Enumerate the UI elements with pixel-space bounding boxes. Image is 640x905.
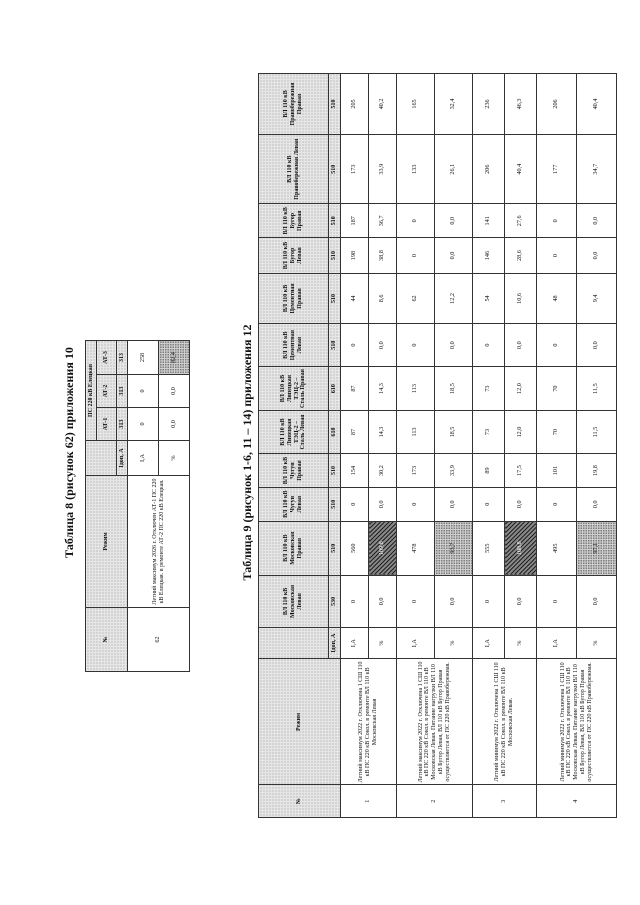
- t9-ia-label: I,А: [473, 627, 505, 658]
- t8-row-num: 62: [128, 608, 190, 672]
- t8-header-unit: Iдоп, А: [117, 441, 128, 476]
- t9-pct-value: 0,0: [435, 323, 473, 366]
- t9-pct-value: 10,6: [505, 273, 537, 323]
- t9-header-col: ВЛ 110 кВ Липецкая ТЭЦ-2 – Сталь Правая: [259, 367, 329, 410]
- t9-row-num: 3: [473, 785, 537, 818]
- t9-pct-value: 0,0: [369, 575, 397, 627]
- t9-header-mode: Режим: [259, 659, 341, 785]
- t9-pct-value: 18,5: [435, 410, 473, 453]
- t9-header-col: ВЛ 110 кВ Чугун Правая: [259, 454, 329, 488]
- t9-row-mode: Летний максимум 2022 г. Отключена 1 СШ 110 кВ ПС 220 кВ Сокол. в ремонте ВЛ 110 кВ Московская Левая: [341, 659, 397, 785]
- t9-header-code: 510: [329, 134, 341, 204]
- t9-pct-value: 14,3: [369, 367, 397, 410]
- t9-pct-value: 19,8: [577, 454, 617, 488]
- table8: [85, 340, 190, 672]
- t9-header-code: 530: [329, 575, 341, 627]
- t9-header-col: ВЛ 110 кВ Чугун Левая: [259, 487, 329, 521]
- t9-ia-value: 62: [397, 273, 435, 323]
- t9-ia-value: 154: [341, 454, 369, 488]
- t9-pct-value: 36,7: [369, 204, 397, 238]
- t9-header-code: 510: [329, 74, 341, 135]
- table9-title: Таблица 9 (рисунок 1-6, 11 – 14) приложения 12: [240, 324, 254, 581]
- t9-ia-value: 173: [397, 454, 435, 488]
- t9-pct-value: 0,0: [577, 487, 617, 521]
- t9-ia-value: 0: [397, 487, 435, 521]
- t9-header-col: ВЛ 110 кВ Бугор Левая: [259, 238, 329, 274]
- t9-pct-value: 33,9: [435, 454, 473, 488]
- t9-header-code: 510: [329, 204, 341, 238]
- t8-header-code: 313: [117, 341, 128, 375]
- t8-header-code: 313: [117, 375, 128, 408]
- t9-ia-value: 560: [341, 521, 369, 575]
- t9-header-unit: Iдоп, А: [329, 627, 341, 658]
- t9-pct-value: 0,0: [435, 204, 473, 238]
- t9-ia-value: 177: [537, 134, 577, 204]
- t8-pct-value: 0,0: [159, 408, 190, 441]
- t9-header-code: 510: [329, 487, 341, 521]
- t9-ia-value: 133: [397, 134, 435, 204]
- t9-ia-value: 198: [341, 238, 369, 274]
- t9-pct-value: 14,3: [369, 410, 397, 453]
- t9-ia-value: 113: [397, 410, 435, 453]
- t9-ia-value: 70: [537, 367, 577, 410]
- t9-header-code: 510: [329, 454, 341, 488]
- t9-ia-value: 0: [397, 323, 435, 366]
- t9-ia-value: 173: [341, 134, 369, 204]
- t9-row-mode: Летний минимум 2022 г. Отключена 1 СШ 110 кВ ПС 220 кВ Сокол. в ремонте ВЛ 110 кВ Московская Левая.: [473, 659, 537, 785]
- t9-header-col: ВЛ 110 кВ Цементная Левая: [259, 323, 329, 366]
- t9-pct-value: 0,0: [505, 487, 537, 521]
- t9-pct-value: 38,8: [369, 238, 397, 274]
- t9-ia-value: 0: [473, 487, 505, 521]
- t8-header-col: АТ-3: [97, 341, 117, 375]
- t9-ia-value: 141: [473, 204, 505, 238]
- t9-pct-value-highlight: 97,1: [577, 521, 617, 575]
- t9-ia-value: 54: [473, 273, 505, 323]
- t9-header-num: №: [259, 785, 341, 818]
- t9-pct-value: 12,0: [505, 367, 537, 410]
- t9-pct-value: 26,1: [435, 134, 473, 204]
- t9-pct-label: %: [577, 627, 617, 658]
- t8-pct-value: 0,0: [159, 375, 190, 408]
- t9-pct-value-highlight: 108,8: [505, 521, 537, 575]
- t9-header-code: 510: [329, 273, 341, 323]
- t9-ia-value: 87: [341, 410, 369, 453]
- t9-pct-value: 30,2: [369, 454, 397, 488]
- t9-ia-value: 0: [397, 204, 435, 238]
- t9-pct-value: 11,5: [577, 410, 617, 453]
- t9-header-code: 510: [329, 238, 341, 274]
- t9-ia-value: 0: [537, 323, 577, 366]
- t8-header-blank: [86, 441, 117, 476]
- t9-pct-value: 32,4: [435, 74, 473, 135]
- t9-pct-value: 40,4: [505, 134, 537, 204]
- t9-pct-value: 34,7: [577, 134, 617, 204]
- t9-pct-value: 28,6: [505, 238, 537, 274]
- t9-ia-value: 555: [473, 521, 505, 575]
- t9-pct-value: 0,0: [577, 238, 617, 274]
- t9-pct-label: %: [505, 627, 537, 658]
- t9-ia-value: 101: [537, 454, 577, 488]
- t8-ia-value: 258: [128, 341, 159, 375]
- t9-header-col: ВЛ 110 кВ Цементная Правая: [259, 273, 329, 323]
- t9-ia-value: 0: [397, 575, 435, 627]
- t9-ia-value: 206: [473, 134, 505, 204]
- t9-ia-value: 495: [537, 521, 577, 575]
- t9-row-num: 2: [397, 785, 473, 818]
- table8-title: Таблица 8 (рисунок 62) приложения 10: [62, 347, 76, 558]
- t9-pct-value: 12,0: [505, 410, 537, 453]
- t9-pct-value: 0,0: [577, 204, 617, 238]
- t9-row-num: 4: [537, 785, 617, 818]
- t8-ia-value: 0: [128, 408, 159, 441]
- t9-row-num: 1: [341, 785, 397, 818]
- t9-ia-value: 0: [537, 238, 577, 274]
- t9-pct-value: 0,0: [435, 487, 473, 521]
- t8-header-code: 313: [117, 408, 128, 441]
- t9-header-col: ВЛ 110 кВ Липецкая ТЭЦ-2 – Сталь Левая: [259, 410, 329, 453]
- t9-pct-value: 12,2: [435, 273, 473, 323]
- t9-ia-value: 236: [473, 74, 505, 135]
- t9-ia-value: 187: [341, 204, 369, 238]
- t9-ia-value: 206: [537, 74, 577, 135]
- t9-ia-label: I,А: [537, 627, 577, 658]
- t9-pct-value: 0,0: [505, 323, 537, 366]
- t9-header-code: 610: [329, 367, 341, 410]
- t9-ia-value: 0: [537, 204, 577, 238]
- t9-header-code: 610: [329, 410, 341, 453]
- t8-row-mode: Летний максимум 2026 г. Отключен АТ-1 ПС 220 кВ Елецкая. в ремонте АТ-2 ПС 220 кВ Елецкая.: [128, 476, 190, 608]
- t9-ia-value: 0: [341, 323, 369, 366]
- t9-ia-value: 165: [397, 74, 435, 135]
- t9-ia-value: 73: [473, 410, 505, 453]
- t9-pct-value: 40,4: [577, 74, 617, 135]
- t9-header-code: 510: [329, 323, 341, 366]
- t9-ia-value: 478: [397, 521, 435, 575]
- t9-ia-value: 0: [341, 575, 369, 627]
- t9-ia-value: 89: [473, 454, 505, 488]
- t9-pct-value: 27,6: [505, 204, 537, 238]
- t9-ia-value: 0: [397, 238, 435, 274]
- t9-pct-value: 0,0: [435, 238, 473, 274]
- t9-ia-value: 87: [341, 367, 369, 410]
- t9-pct-value: 17,5: [505, 454, 537, 488]
- t8-header-col: АТ-2: [97, 375, 117, 408]
- t9-pct-value: 0,0: [435, 575, 473, 627]
- t9-pct-value: 46,3: [505, 74, 537, 135]
- t9-pct-value: 0,0: [369, 487, 397, 521]
- t8-ia-value: 0: [128, 375, 159, 408]
- t9-pct-label: %: [369, 627, 397, 658]
- t9-ia-value: 146: [473, 238, 505, 274]
- t9-header-code: 510: [329, 521, 341, 575]
- t9-ia-value: 48: [537, 273, 577, 323]
- t9-pct-value-highlight: 109,8: [369, 521, 397, 575]
- t8-header-group: ПС 220 кВ Елецкая: [86, 341, 97, 441]
- t9-pct-value: 33,9: [369, 134, 397, 204]
- t9-pct-value: 9,4: [577, 273, 617, 323]
- t9-header-col: ВЛ 110 кВ Московская Правая: [259, 521, 329, 575]
- t9-pct-value: 0,0: [505, 575, 537, 627]
- t9-pct-value: 0,0: [577, 323, 617, 366]
- t8-header-col: АТ-1: [97, 408, 117, 441]
- t9-header-col: ВЛ 110 кВ Правобережная Левая: [259, 134, 329, 204]
- t9-pct-value: 11,5: [577, 367, 617, 410]
- t9-pct-value: 8,6: [369, 273, 397, 323]
- t9-ia-label: I,А: [397, 627, 435, 658]
- t9-ia-value: 0: [341, 487, 369, 521]
- t9-row-mode: Летний минимум 2022 г. Отключена 1 СШ 110 кВ ПС 220 кВ Сокол. в ремонте ВЛ 110 кВ Московская Левая. Питание нагрузки ВЛ 110 кВ Бугор Левая, ВЛ 110 кВ Бугор Правая осуществляется от ПС 220 кВ Правобережная.: [537, 659, 617, 785]
- t9-header-col: ВЛ 110 кВ Московская Левая: [259, 575, 329, 627]
- t9-ia-value: 205: [341, 74, 369, 135]
- t9-ia-value: 0: [473, 323, 505, 366]
- t9-pct-label: %: [435, 627, 473, 658]
- t8-ia-label: I,А: [128, 441, 159, 476]
- t8-pct-label: %: [159, 441, 190, 476]
- t9-ia-value: 113: [397, 367, 435, 410]
- t9-pct-value: 0,0: [369, 323, 397, 366]
- t9-header-blank: [259, 627, 329, 658]
- t9-ia-value: 44: [341, 273, 369, 323]
- t8-header-mode: Режим: [86, 476, 128, 608]
- t9-pct-value: 0,0: [577, 575, 617, 627]
- t8-header-num: №: [86, 608, 128, 672]
- t9-pct-value: 18,5: [435, 367, 473, 410]
- t9-ia-value: 0: [473, 575, 505, 627]
- t9-header-col: ВЛ 110 кВ Бугор Правая: [259, 204, 329, 238]
- t9-pct-value-highlight: 93,7: [435, 521, 473, 575]
- t9-ia-value: 70: [537, 410, 577, 453]
- t9-ia-value: 0: [537, 575, 577, 627]
- t9-row-mode: Летний максимум 2022 г. Отключена 1 СШ 110 кВ ПС 220 кВ Сокол. в ремонте ВЛ 110 кВ Московская Левая. Питание нагрузки ВЛ 110 кВ Бугор Левая, ВЛ 110 кВ Бугор Правая осуществляется от ПС 220 кВ Правобережная.: [397, 659, 473, 785]
- t9-header-col: ВЛ 110 кВ Правобережная Правая: [259, 74, 329, 135]
- t9-ia-value: 0: [537, 487, 577, 521]
- table9: [258, 73, 617, 818]
- t9-pct-value: 40,2: [369, 74, 397, 135]
- t9-ia-value: 73: [473, 367, 505, 410]
- t8-pct-value-highlight: 82,4: [159, 341, 190, 375]
- t9-ia-label: I,А: [341, 627, 369, 658]
